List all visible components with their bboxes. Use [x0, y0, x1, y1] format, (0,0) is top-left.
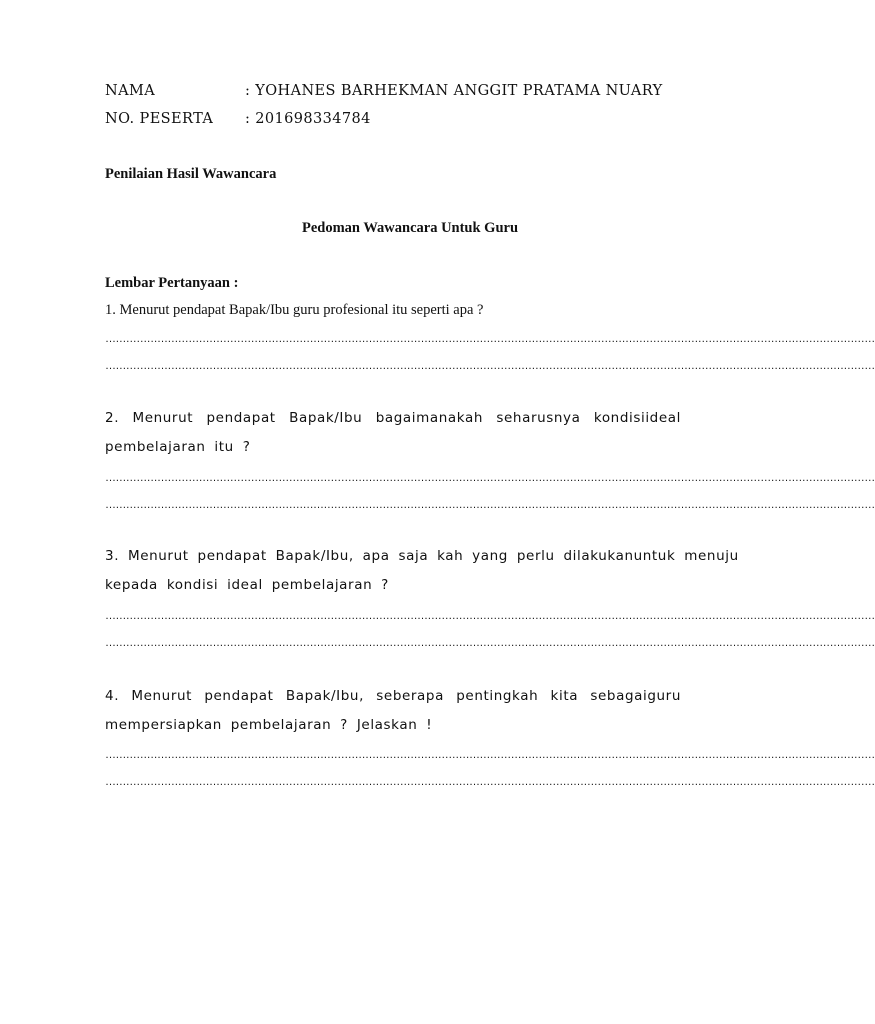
section-title: Penilaian Hasil Wawancara [105, 166, 277, 182]
question-2 [105, 404, 681, 462]
sheet-label: Lembar Pertanyaan : [105, 275, 239, 291]
answer-line-3b: …………………………………………………………………………………………………………………………………………………………………………………………………… [105, 637, 875, 649]
question-4-line-2: mempersiapkan pembelajaran ? Jelaskan ! [105, 717, 433, 733]
question-3-line-1: 3. Menurut pendapat Bapak/Ibu, apa saja kah yang perlu dilakukanuntuk menuju [105, 548, 739, 564]
question-3 [105, 542, 739, 600]
question-2-line-2: pembelajaran itu ? [105, 439, 251, 455]
answer-line-4b: …………………………………………………………………………………………………………………………………………………………………………………………………… [105, 776, 875, 788]
answer-line-2b: …………………………………………………………………………………………………………………………………………………………………………………………………… [105, 499, 875, 511]
document-title: Pedoman Wawancara Untuk Guru [301, 220, 519, 236]
peserta-label: NO. PESERTA [105, 111, 214, 127]
question-3-line-2: kepada kondisi ideal pembelajaran ? [105, 577, 389, 593]
question-2-line-1: 2. Menurut pendapat Bapak/Ibu bagaimanakah seharusnya kondisiideal [105, 410, 681, 426]
question-1: 1. Menurut pendapat Bapak/Ibu guru profesional itu seperti apa ? [105, 302, 484, 318]
answer-line-2a: …………………………………………………………………………………………………………………………………………………………………………………………………… [105, 472, 875, 484]
identity-name-row [105, 83, 663, 99]
name-label: NAMA [105, 83, 156, 99]
answer-line-1b: …………………………………………………………………………………………………………………………………………………………………………………………………… [105, 360, 875, 372]
peserta-value: : 201698334784 [245, 111, 371, 127]
identity-peserta-row [105, 111, 371, 127]
question-4 [105, 682, 681, 740]
name-value: : YOHANES BARHEKMAN ANGGIT PRATAMA NUARY [245, 83, 663, 99]
answer-line-1a: …………………………………………………………………………………………………………………………………………………………………………………………………… [105, 333, 875, 345]
answer-line-4a: …………………………………………………………………………………………………………………………………………………………………………………………………… [105, 749, 875, 761]
answer-line-3a: …………………………………………………………………………………………………………………………………………………………………………………………………… [105, 610, 875, 622]
question-4-line-1: 4. Menurut pendapat Bapak/Ibu, seberapa pentingkah kita sebagaiguru [105, 688, 681, 704]
